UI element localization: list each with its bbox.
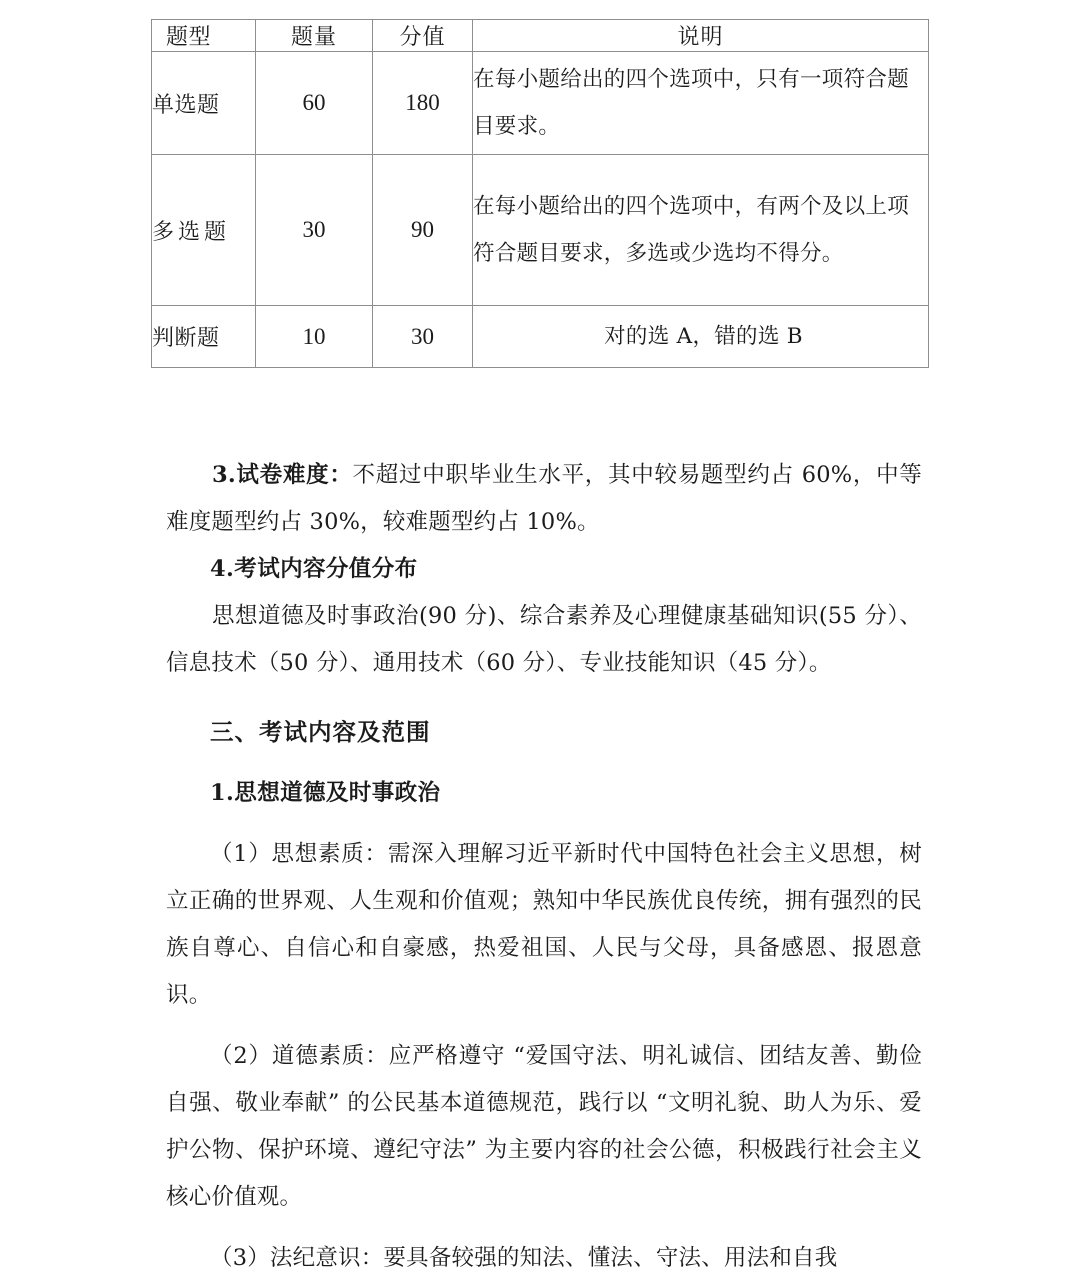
cell-question-count: 30 — [256, 155, 373, 306]
cell-score: 30 — [373, 306, 473, 368]
table-row — [152, 306, 929, 368]
cell-score: 180 — [373, 52, 473, 155]
label-item-2: （2）道德素质： — [210, 1043, 389, 1069]
text-item-1: 需深入理解习近平新时代中国特色社会主义思想，树立正确的世界观、人生观和价值观；熟知中华民族优良传统，拥有强烈的民族自尊心、自信心和自豪感，热爱祖国、人民与父母，具备感恩、报恩意识。 — [166, 841, 922, 1008]
cell-description: 在每小题给出的四个选项中，只有一项符合题目要求。 — [473, 52, 929, 155]
column-header-question-type: 题型 — [152, 20, 256, 52]
spacer — [166, 756, 922, 770]
label-item-3: （3）法纪意识： — [210, 1245, 384, 1271]
cell-question-type: 单选题 — [152, 52, 256, 155]
text-item-3: 要具备较强的知法、懂法、守法、用法和自我 — [383, 1245, 838, 1271]
label-exam-difficulty: 3.试卷难度： — [212, 462, 353, 488]
column-header-question-count: 题量 — [256, 20, 373, 52]
table-row — [152, 155, 929, 306]
cell-question-count: 10 — [256, 306, 373, 368]
spacer — [166, 687, 922, 709]
spacer — [166, 817, 922, 831]
heading-score-distribution: 4.考试内容分值分布 — [210, 556, 418, 582]
paragraph-score-distribution: 思想道德及时事政治(90 分)、综合素养及心理健康基础知识(55 分）、信息技术（50 分）、通用技术（60 分）、专业技能知识（45 分）。 — [166, 603, 922, 676]
spacer — [166, 1221, 922, 1235]
cell-score: 90 — [373, 155, 473, 306]
exam-structure-table — [151, 19, 929, 368]
cell-description: 对的选 A，错的选 B — [473, 306, 929, 368]
cell-question-count: 60 — [256, 52, 373, 155]
table-row — [152, 52, 929, 155]
column-header-score: 分值 — [373, 20, 473, 52]
paragraph-item-3 — [166, 1235, 922, 1282]
paragraph-exam-difficulty — [166, 452, 922, 546]
heading-section-three: 三、考试内容及范围 — [210, 718, 431, 746]
paragraph-item-1 — [166, 831, 922, 1019]
cell-description: 在每小题给出的四个选项中，有两个及以上项符合题目要求，多选或少选均不得分。 — [473, 155, 929, 306]
cell-question-type: 判断题 — [152, 306, 256, 368]
cell-question-type: 多选题 — [152, 155, 256, 306]
spacer — [166, 1019, 922, 1033]
table-header-row — [152, 20, 929, 52]
label-item-1: （1）思想素质： — [210, 841, 388, 867]
text-exam-difficulty: 不超过中职毕业生水平，其中较易题型约占 60%，中等难度题型约占 30%，较难题型约占 10%。 — [166, 462, 922, 535]
document-body — [166, 452, 922, 1282]
heading-ideology-politics: 1.思想道德及时事政治 — [210, 780, 441, 806]
text-item-2: 应严格遵守 “爱国守法、明礼诚信、团结友善、勤俭自强、敬业奉献” 的公民基本道德规范，践行以 “文明礼貌、助人为乐、爱护公物、保护环境、遵纪守法” 为主要内容的社会公德，积极践行社会主义核心价值观。 — [166, 1043, 922, 1210]
paragraph-item-2 — [166, 1033, 922, 1221]
column-header-description: 说明 — [473, 20, 929, 52]
